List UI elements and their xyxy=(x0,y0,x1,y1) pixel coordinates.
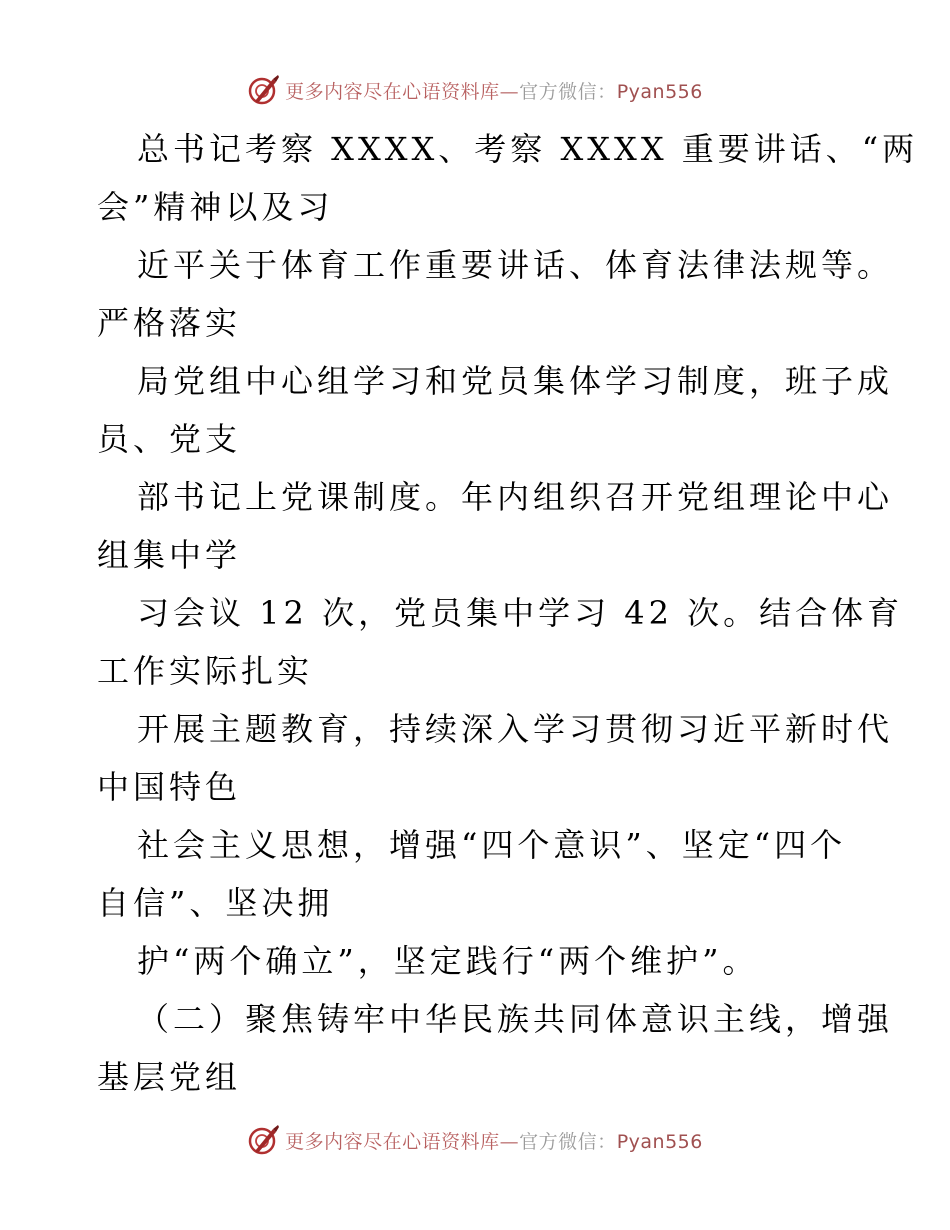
watermark-dash: — xyxy=(499,1130,520,1153)
paragraph-line: （二）聚焦铸牢中华民族共同体意识主线，增强 xyxy=(137,1000,894,1038)
paragraph-line: 会”精神以及习 xyxy=(97,188,334,226)
document-body xyxy=(97,120,919,1106)
watermark-main-text: 更多内容尽在心语资料库 xyxy=(285,80,500,103)
watermark-main-text: 更多内容尽在心语资料库 xyxy=(285,1130,500,1153)
paragraph-8 xyxy=(97,932,857,990)
paragraph-1 xyxy=(97,120,919,236)
paragraph-line: 护“两个确立”，坚定践行“两个维护”。 xyxy=(137,942,759,980)
paragraph-line: 员、党支 xyxy=(97,420,242,458)
paragraph-2 xyxy=(97,236,894,352)
paragraph-3 xyxy=(97,352,894,468)
paragraph-line: 社会主义思想，增强“四个意识”、坚定“四个 xyxy=(137,826,847,864)
pen-logo-icon xyxy=(247,1123,281,1157)
paragraph-line: 开展主题教育，持续深入学习贯彻习近平新时代 xyxy=(137,710,894,748)
paragraph-line: 基层党组 xyxy=(97,1058,242,1096)
paragraph-6 xyxy=(97,700,894,816)
paragraph-line: 近平关于体育工作重要讲话、体育法律法规等。 xyxy=(137,246,894,284)
footer-watermark xyxy=(0,1120,950,1160)
paragraph-9 xyxy=(97,990,894,1106)
watermark-id: Pyan556 xyxy=(616,1130,703,1153)
paragraph-4 xyxy=(97,468,894,584)
paragraph-7 xyxy=(97,816,857,932)
paragraph-line: 组集中学 xyxy=(97,536,242,574)
header-watermark xyxy=(0,70,950,110)
watermark-dash: — xyxy=(499,80,520,103)
pen-logo-icon xyxy=(247,73,281,107)
paragraph-line: 严格落实 xyxy=(97,304,242,342)
paragraph-line: 习会议 12 次，党员集中学习 42 次。结合体育 xyxy=(137,594,904,632)
paragraph-line: 中国特色 xyxy=(97,768,242,806)
paragraph-5 xyxy=(97,584,904,700)
watermark-sub-text: 官方微信： xyxy=(519,80,617,103)
paragraph-line: 部书记上党课制度。年内组织召开党组理论中心 xyxy=(137,478,894,516)
paragraph-line: 工作实际扎实 xyxy=(97,652,314,690)
watermark-sub-text: 官方微信： xyxy=(519,1130,617,1153)
watermark-id: Pyan556 xyxy=(616,80,703,103)
paragraph-line: 总书记考察 XXXX、考察 XXXX 重要讲话、“两 xyxy=(137,130,919,168)
paragraph-line: 自信”、坚决拥 xyxy=(97,884,334,922)
paragraph-line: 局党组中心组学习和党员集体学习制度，班子成 xyxy=(137,362,894,400)
